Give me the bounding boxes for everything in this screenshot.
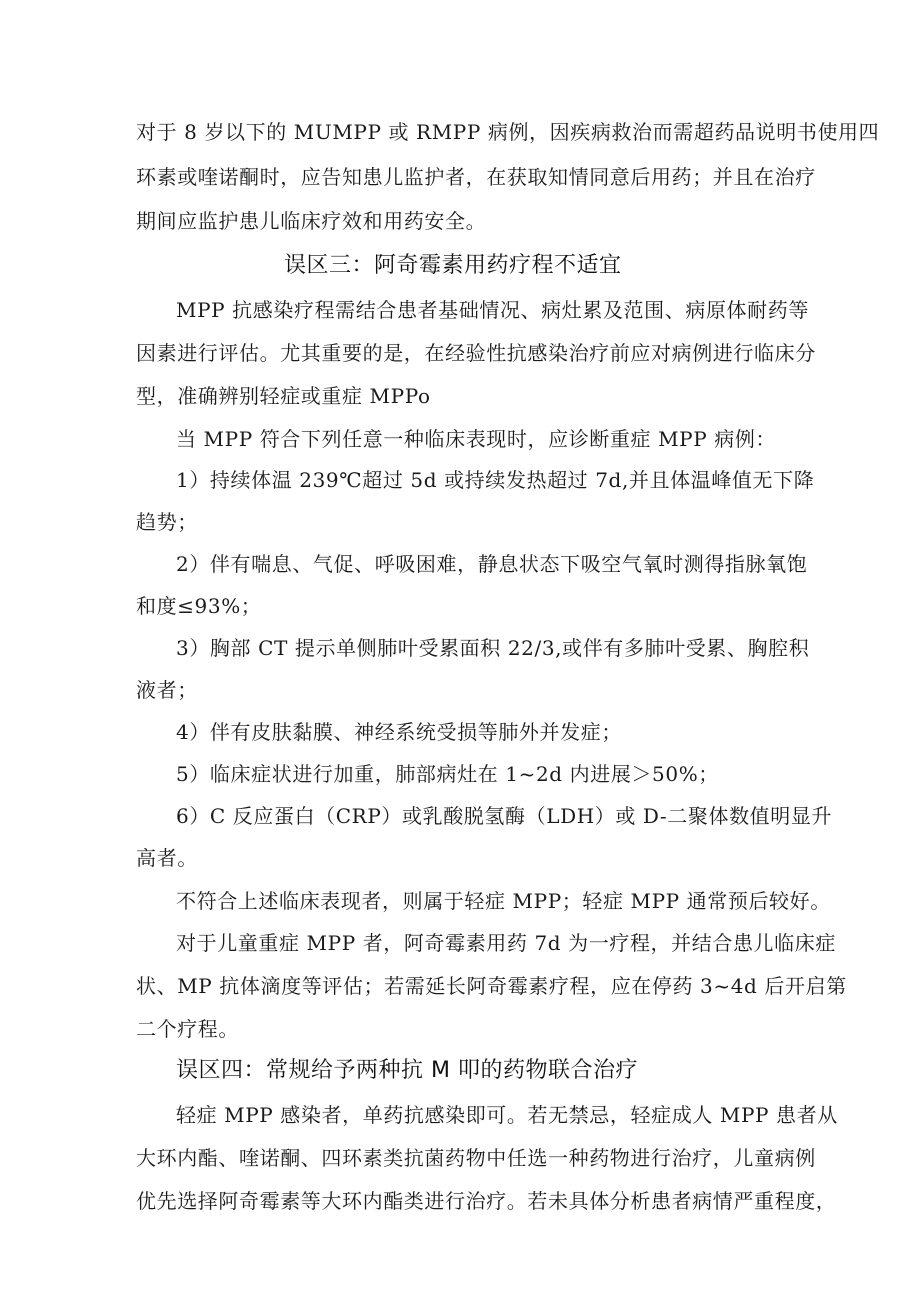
criteria-item: 2）伴有喘息、气促、呼吸困难，静息状态下吸空气氧时测得指脉氧饱	[176, 552, 808, 576]
intro-line: 期间应监护患儿临床疗效和用药安全。	[136, 209, 487, 233]
criteria-item: 3）胸部 CT 提示单侧肺叶受累面积 22/3,或伴有多肺叶受累、胸腔积	[176, 636, 810, 660]
paragraph-line: MPP 抗感染疗程需结合患者基础情况、病灶累及范围、病原体耐药等	[176, 298, 809, 322]
paragraph-line: 大环内酯、喹诺酮、四环素类抗菌药物中任选一种药物进行治疗，儿童病例	[136, 1146, 816, 1170]
criteria-item-cont: 液者；	[136, 678, 198, 702]
paragraph-line: 当 MPP 符合下列任意一种临床表现时，应诊断重症 MPP 病例：	[176, 427, 777, 451]
paragraph-line: 对于儿童重症 MPP 者，阿奇霉素用药 7d 为一疗程，并结合患儿临床症	[176, 931, 836, 955]
intro-line: 环素或喹诺酮时，应告知患儿监护者，在获取知情同意后用药；并且在治疗	[136, 165, 816, 189]
paragraph-line: 状、MP 抗体滴度等评估；若需延长阿奇霉素疗程，应在停药 3~4d 后开启第	[136, 974, 847, 998]
criteria-item: 6）C 反应蛋白（CRP）或乳酸脱氢酶（LDH）或 D-二聚体数值明显升	[176, 804, 833, 828]
paragraph-line: 型，准确辨别轻症或重症 MPPo	[136, 384, 431, 408]
paragraph-line: 优先选择阿奇霉素等大环内酯类进行治疗。若未具体分析患者病情严重程度，	[136, 1189, 837, 1213]
paragraph-line: 二个疗程。	[136, 1017, 239, 1041]
section-heading-3: 误区三：阿奇霉素用药疗程不适宜	[284, 253, 622, 278]
paragraph-line: 因素进行评估。尤其重要的是，在经验性抗感染治疗前应对病例进行临床分	[136, 341, 816, 365]
criteria-item-cont: 高者。	[136, 846, 198, 870]
intro-line: 对于 8 岁以下的 MUMPP 或 RMPP 病例，因疾病救治而需超药品说明书使用四	[136, 120, 880, 144]
section-heading-4: 误区四：常规给予两种抗 M 叩的药物联合治疗	[176, 1058, 638, 1083]
criteria-item-cont: 趋势；	[136, 510, 198, 534]
criteria-item-cont: 和度≤93%；	[136, 594, 262, 618]
paragraph-line: 轻症 MPP 感染者，单药抗感染即可。若无禁忌，轻症成人 MPP 患者从	[176, 1103, 838, 1127]
criteria-item: 5）临床症状进行加重，肺部病灶在 1~2d 内进展＞50%；	[176, 762, 719, 786]
paragraph-line: 不符合上述临床表现者，则属于轻症 MPP；轻症 MPP 通常预后较好。	[176, 889, 831, 913]
criteria-item: 1）持续体温 239℃超过 5d 或持续发热超过 7d,并且体温峰值无下降	[176, 468, 815, 492]
criteria-item: 4）伴有皮肤黏膜、神经系统受损等肺外并发症；	[176, 720, 622, 744]
